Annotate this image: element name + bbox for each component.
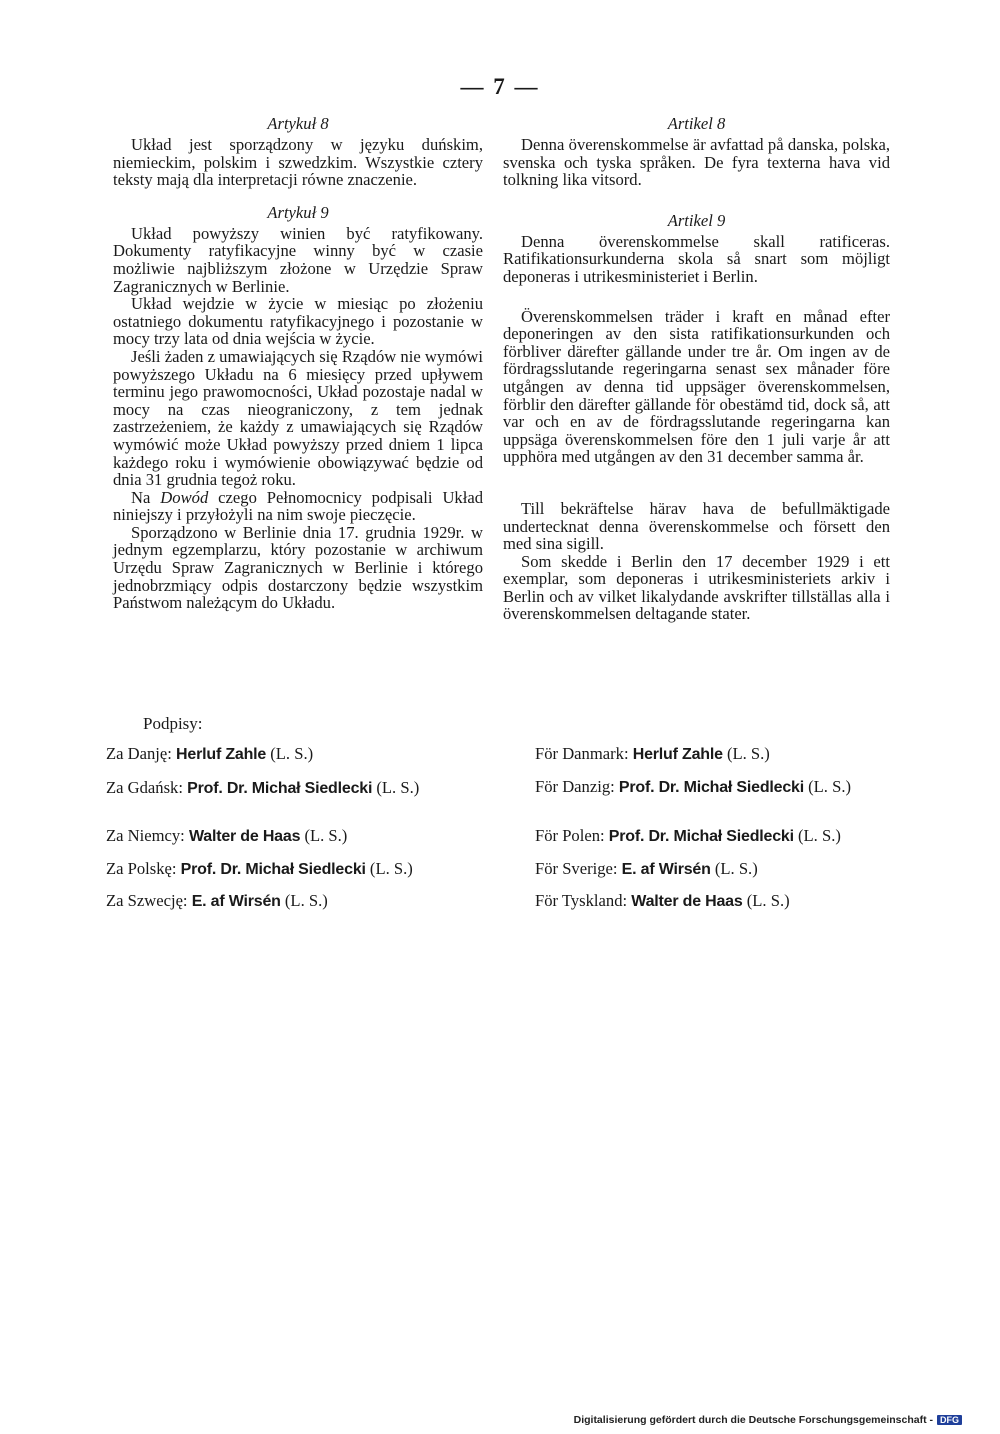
article-8-text-sv: Denna överenskommelse är avfattad på danska, polska, svenska och tyska språken. De fyra texterna hava vid tolkning lika vitsord. — [503, 135, 890, 190]
article-9-para-4-sv: Som skedde i Berlin den 17 december 1929 i ett exemplar, som deponeras i utrikesministeriets arkiv i Berlin och av vilket likalydande avskrifter tillställas alla i överenskommelsen deltagande stater. — [503, 551, 890, 624]
signature-sv-sverige: För Sverige: E. af Wirsén (L. S.) — [535, 859, 758, 878]
dfg-logo: DFG — [937, 1415, 962, 1425]
signature-sv-polen: För Polen: Prof. Dr. Michał Siedlecki (L. S.) — [535, 826, 841, 845]
article-9-para-3-pl: Jeśli żaden z umawiających się Rządów nie wymówi powyższego Układu na 6 miesięcy przed upływem terminu jego prawomocności, Układ pozostaje nadal w mocy na czas nieograniczony, z tem jednak zastrzeżeniem, że każdy z umawiających się Rządów wymówić może Układ powyższy przed dniem 1 lipca każdego roku i wymówienie obowiązywać będzie od dnia 31 grudnia tegoż roku. — [113, 346, 483, 490]
article-9-heading-pl: Artykuł 9 — [267, 202, 329, 222]
article-8-heading-sv: Artikel 8 — [667, 114, 726, 133]
article-8-text-pl: Układ jest sporządzony w języku duńskim, niemieckim, polskim i szwedzkim. Wszystkie cztery teksty mają dla interpretacji równe znaczenie. — [113, 135, 483, 190]
article-8-heading-pl: Artykuł 8 — [267, 114, 329, 133]
article-9-para-2-sv: Överenskommelsen träder i kraft en månad efter deponeringen av den sista ratifikationsurkunden och förbliver därefter gällande under tre år. Om ingen av de fördragsslutande regeringarna senast sex månader före utgången av denna tid uppsäger överenskommelsen, förblir den därefter gällande för obestämd tid, dock så, att var och en av de fördragsslutande regeringarna kan uppsäga överenskommelsen före den 1 juli varje år att upphöra med utgången av den 31 december samma år. — [503, 306, 890, 467]
article-9-para-1-pl: Układ powyższy winien być ratyfikowany. Dokumenty ratyfikacyjne winny być w czasie możliwie najbliższym złożone w Urzędzie Spraw Zagranicznych w Berlinie. — [113, 223, 483, 296]
signature-pl-gdansk: Za Gdańsk: Prof. Dr. Michał Siedlecki (L. S.) — [106, 778, 420, 797]
article-9-para-4-pl: Na Dowód czego Pełnomocnicy podpisali Układ niniejszy i przyłożyli na nim swoje pieczęcie. — [113, 487, 483, 525]
swedish-column — [503, 114, 890, 623]
signature-pl-niemcy: Za Niemcy: Walter de Haas (L. S.) — [106, 826, 348, 845]
signature-sv-danmark: För Danmark: Herluf Zahle (L. S.) — [535, 744, 770, 763]
article-9-para-3-sv: Till bekräftelse härav hava de befullmäktigade undertecknat denna överenskommelse och försett den med sina sigill. — [503, 498, 890, 554]
article-9-heading-sv: Artikel 9 — [667, 210, 726, 230]
signature-sv-tyskland: För Tyskland: Walter de Haas (L. S.) — [535, 891, 790, 910]
signature-pl-szwecje: Za Szwecję: E. af Wirsén (L. S.) — [106, 891, 328, 910]
digitization-footer: Digitalisierung gefördert durch die Deutsche Forschungsgemeinschaft - DFG — [574, 1414, 962, 1426]
page-number: — 7 — — [460, 74, 540, 99]
article-9-para-2-pl: Układ wejdzie w życie w miesiąc po złożeniu ostatniego dokumentu ratyfikacyjnego i pozostanie w mocy trzy lata od dnia wejścia w życie. — [113, 294, 483, 349]
signatures-label: Podpisy: — [143, 714, 203, 733]
article-9-para-5-pl: Sporządzono w Berlinie dnia 17. grudnia 1929r. w jednym egzemplarzu, który pozostanie w archiwum Urzędu Spraw Zagranicznych w Berlinie i którego jednobrzmiący odpis dostarczony będzie wszystkim Państwom należącym do Układu. — [113, 522, 483, 613]
italic-dowod: Dowód — [160, 487, 209, 507]
signature-pl-danja: Za Danję: Herluf Zahle (L. S.) — [106, 744, 314, 763]
signature-pl-polske: Za Polskę: Prof. Dr. Michał Siedlecki (L. S.) — [106, 859, 413, 878]
article-9-para-1-sv: Denna överenskommelse skall ratificeras. Ratifikationsurkunderna skola så snart som möjligt deponeras i utrikesministeriet i Berlin. — [503, 231, 890, 286]
signature-sv-danzig: För Danzig: Prof. Dr. Michał Siedlecki (L. S.) — [535, 777, 852, 796]
polish-column — [113, 114, 483, 612]
